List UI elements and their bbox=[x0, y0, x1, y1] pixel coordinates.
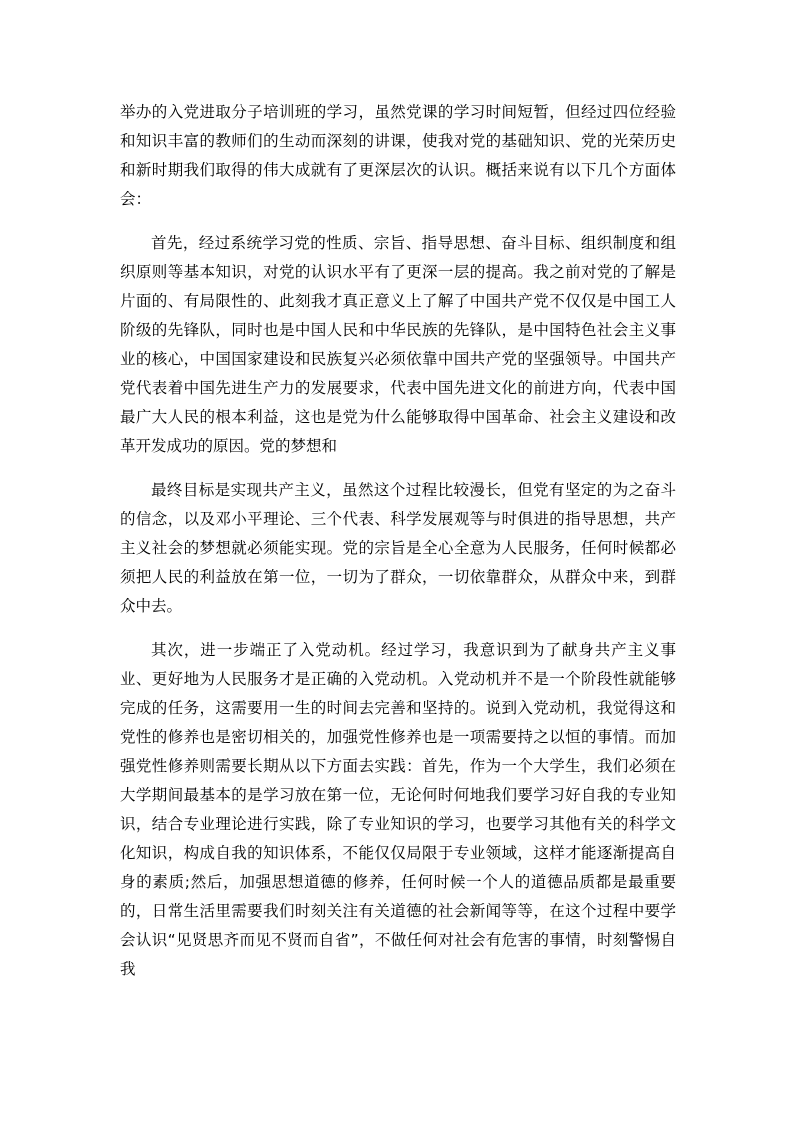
document-body bbox=[120, 98, 676, 999]
paragraph-second-point: 其次，进一步端正了入党动机。经过学习，我意识到为了献身共产主义事业、更好地为人民服务才是正确的入党动机。入党动机并不是一个阶段性就能够完成的任务，这需要用一生的时间去完善和坚持的。说到入党动机，我觉得这和党性的修养也是密切相关的，加强党性修养也是一项需要持之以恒的事情。而加强党性修养则需要长期从以下方面去实践：首先，作为一个大学生，我们必须在大学期间最基本的是学习放在第一位，无论何时何地我们要学习好自我的专业知识，结合专业理论进行实践，除了专业知识的学习，也要学习其他有关的科学文化知识，构成自我的知识体系，不能仅仅局限于专业领域，这样才能逐渐提高自身的素质;然后，加强思想道德的修养，任何时候一个人的道德品质都是最重要的，日常生活里需要我们时刻关注有关道德的社会新闻等等，在这个过程中要学会认识“见贤思齐而见不贤而自省”，不做任何对社会有危害的事情，时刻警惕自我 bbox=[120, 641, 676, 978]
paragraph-first-point: 首先，经过系统学习党的性质、宗旨、指导思想、奋斗目标、组织制度和组织原则等基本知识，对党的认识水平有了更深一层的提高。我之前对党的了解是片面的、有局限性的、此刻我才真正意义上了解了中国共产党不仅仅是中国工人阶级的先锋队，同时也是中国人民和中华民族的先锋队，是中国特色社会主义事业的核心，中国国家建设和民族复兴必须依靠中国共产党的坚强领导。中国共产党代表着中国先进生产力的发展要求，代表中国先进文化的前进方向，代表中国最广大人民的根本利益，这也是党为什么能够取得中国革命、社会主义建设和改革开发成功的原因。党的梦想和 bbox=[120, 234, 676, 455]
paragraph-intro-continuation: 举办的入党进取分子培训班的学习，虽然党课的学习时间短暂，但经过四位经验和知识丰富的教师们的生动而深刻的讲课，使我对党的基础知识、党的光荣历史和新时期我们取得的伟大成就有了更深层次的认识。概括来说有以下几个方面体会： bbox=[120, 103, 676, 208]
paragraph-ultimate-goal: 最终目标是实现共产主义，虽然这个过程比较漫长，但党有坚定的为之奋斗的信念，以及邓小平理论、三个代表、科学发展观等与时俱进的指导思想，共产主义社会的梦想就必须能实现。党的宗旨是全心全意为人民服务，任何时候都必须把人民的利益放在第一位，一切为了群众，一切依靠群众，从群众中来，到群众中去。 bbox=[120, 481, 676, 615]
